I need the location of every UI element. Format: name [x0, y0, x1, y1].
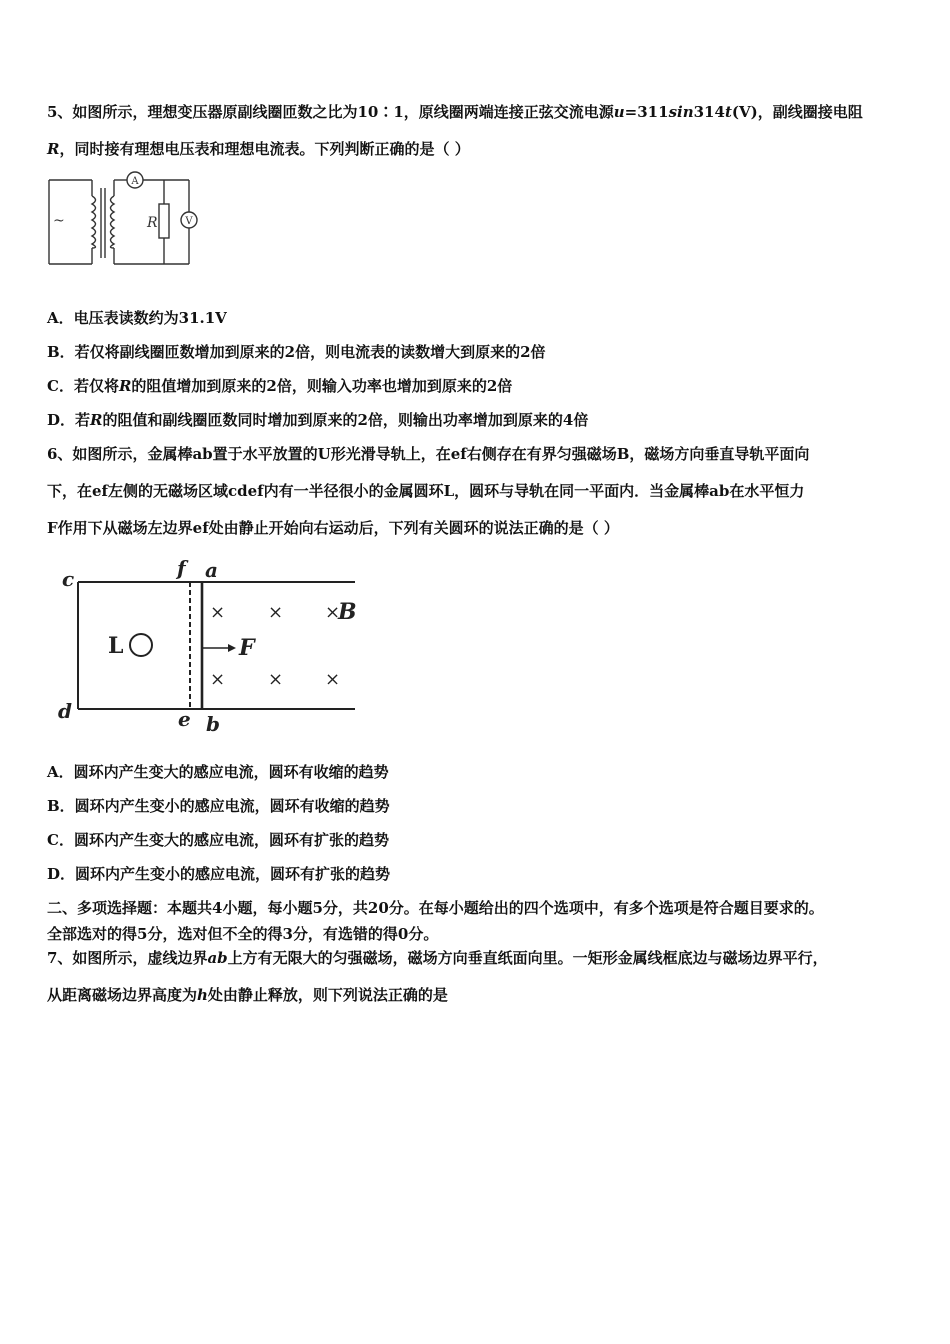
- field-cross-mark: ×: [210, 602, 226, 623]
- q6-option-c: C．圆环内产生变大的感应电流，圆环有扩张的趋势: [47, 831, 389, 849]
- label-ring-L: L: [108, 633, 124, 659]
- q5-option-a: A．电压表读数约为31.1V: [47, 309, 227, 327]
- resistor-label: R: [147, 215, 158, 231]
- q6-option-d: D．圆环内产生变小的感应电流，圆环有扩张的趋势: [47, 865, 391, 883]
- q6-rail-figure: [50, 553, 370, 738]
- field-cross-mark: ×: [210, 669, 226, 690]
- q5-option-d: D．若R的阻值和副线圈匝数同时增加到原来的2倍，则输出功率增加到原来的4倍: [47, 411, 589, 429]
- voltmeter-label: V: [185, 216, 193, 227]
- section2-heading-line2: 全部选对的得5分，选对但不全的得3分，有选错的得0分。: [47, 925, 439, 943]
- label-force-F: F: [239, 635, 255, 661]
- field-cross-mark: ×: [268, 669, 284, 690]
- label-b: b: [206, 712, 220, 736]
- q5-transformer-figure: [44, 170, 214, 270]
- field-cross-mark: ×: [325, 602, 341, 623]
- label-a: a: [205, 558, 218, 582]
- q6-stem-line2: 下，在ef左侧的无磁场区域cdef内有一半径很小的金属圆环L，圆环与导轨在同一平面内．当金属棒ab在水平恒力: [47, 482, 805, 500]
- label-d: d: [58, 699, 72, 723]
- q6-stem-line1: 6、如图所示，金属棒ab置于水平放置的U形光滑导轨上，在ef右侧存在有界匀强磁场B，磁场方向垂直导轨平面向: [47, 445, 810, 463]
- label-field-B: B: [338, 599, 357, 625]
- ammeter-label: A: [131, 176, 139, 187]
- label-c: c: [62, 567, 75, 591]
- section2-heading-line1: 二、多项选择题：本题共4小题，每小题5分，共20分。在每小题给出的四个选项中，有多个选项是符合题目要求的。: [47, 899, 824, 917]
- q5-option-c: C．若仅将R的阻值增加到原来的2倍，则输入功率也增加到原来的2倍: [47, 377, 513, 395]
- ac-source-symbol: ~: [53, 213, 65, 229]
- q6-option-b: B．圆环内产生变小的感应电流，圆环有收缩的趋势: [47, 797, 390, 815]
- label-e: e: [178, 707, 191, 731]
- q6-stem-line3: F作用下从磁场左边界ef处由静止开始向右运动后，下列有关圆环的说法正确的是（ ）: [47, 519, 619, 537]
- label-f: f: [177, 556, 186, 580]
- field-cross-mark: ×: [268, 602, 284, 623]
- q6-option-a: A．圆环内产生变大的感应电流，圆环有收缩的趋势: [47, 763, 389, 781]
- q7-stem-line1: 7、如图所示，虚线边界ab上方有无限大的匀强磁场，磁场方向垂直纸面向里。一矩形金属线框底边与磁场边界平行，: [47, 949, 828, 967]
- q7-stem-line2: 从距离磁场边界高度为h处由静止释放，则下列说法正确的是: [47, 986, 448, 1004]
- field-cross-mark: ×: [325, 669, 341, 690]
- q5-stem-line1: 5、如图所示，理想变压器原副线圈匝数之比为10∶1，原线圈两端连接正弦交流电源u=311sin314t(V)，副线圈接电阻: [47, 103, 863, 121]
- q5-stem-line2: R，同时接有理想电压表和理想电流表。下列判断正确的是（ ）: [47, 140, 470, 158]
- q5-option-b: B．若仅将副线圈匝数增加到原来的2倍，则电流表的读数增大到原来的2倍: [47, 343, 546, 361]
